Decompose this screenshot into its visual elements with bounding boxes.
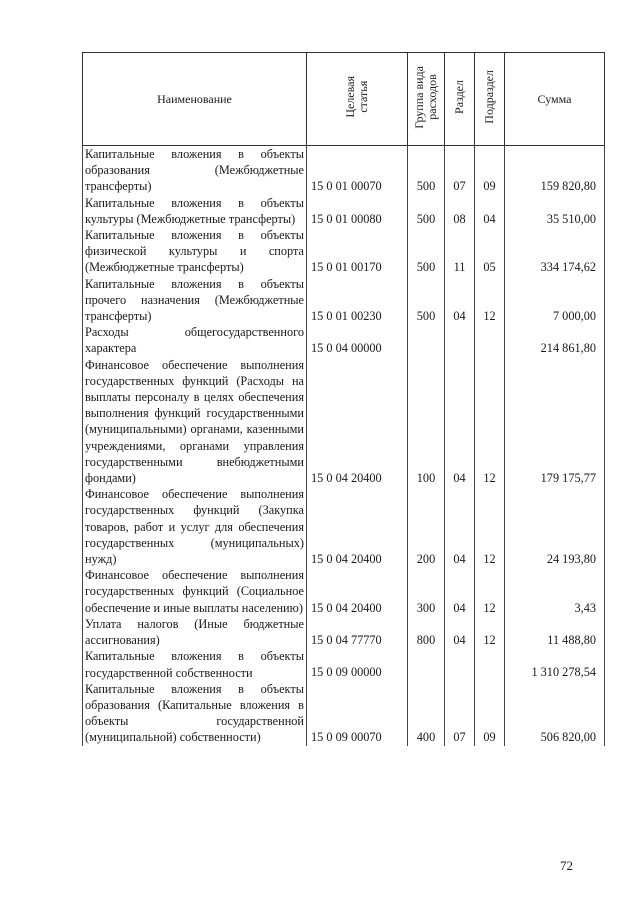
row-group: 500 bbox=[408, 276, 445, 325]
table-row bbox=[83, 195, 605, 227]
row-subsection: 09 bbox=[475, 681, 505, 746]
row-section: 08 bbox=[445, 195, 475, 227]
budget-table bbox=[82, 52, 605, 746]
row-article: 15 0 09 00000 bbox=[307, 648, 408, 680]
row-sum: 334 174,62 bbox=[505, 227, 605, 276]
table-row bbox=[83, 648, 605, 680]
row-name: Уплата налогов (Иные бюджетные ассигнования) bbox=[83, 616, 307, 648]
row-article: 15 0 04 20400 bbox=[307, 486, 408, 567]
row-subsection: 05 bbox=[475, 227, 505, 276]
row-section: 07 bbox=[445, 681, 475, 746]
row-article: 15 0 09 00070 bbox=[307, 681, 408, 746]
header-subsection: Подраздел bbox=[475, 53, 505, 146]
header-name: Наименование bbox=[83, 53, 307, 146]
row-group: 300 bbox=[408, 567, 445, 616]
row-sum: 159 820,80 bbox=[505, 146, 605, 195]
table-row bbox=[83, 616, 605, 648]
row-subsection: 09 bbox=[475, 146, 505, 195]
row-sum: 24 193,80 bbox=[505, 486, 605, 567]
row-group: 200 bbox=[408, 486, 445, 567]
header-group: Группа вида расходов bbox=[408, 53, 445, 146]
table-row bbox=[83, 324, 605, 356]
row-section: 04 bbox=[445, 616, 475, 648]
row-sum: 3,43 bbox=[505, 567, 605, 616]
table-row bbox=[83, 357, 605, 487]
row-name: Капитальные вложения в объекты прочего назначения (Межбюджетные трансферты) bbox=[83, 276, 307, 325]
row-subsection bbox=[475, 648, 505, 680]
row-name: Финансовое обеспечение выполнения государственных функций (Расходы на выплаты персоналу в целях обеспечения выполнения функций государственными (муниципальными) органами, казенными учреждениями, органами управления государственными внебюджетными фондами) bbox=[83, 357, 307, 487]
row-article: 15 0 04 77770 bbox=[307, 616, 408, 648]
table-row bbox=[83, 681, 605, 746]
table-row bbox=[83, 486, 605, 567]
row-name: Капитальные вложения в объекты образования (Капитальные вложения в объекты государственной (муниципальной) собственности) bbox=[83, 681, 307, 746]
header-sum: Сумма bbox=[505, 53, 605, 146]
row-article: 15 0 01 00170 bbox=[307, 227, 408, 276]
row-sum: 506 820,00 bbox=[505, 681, 605, 746]
row-group bbox=[408, 324, 445, 356]
row-subsection: 12 bbox=[475, 567, 505, 616]
row-name: Финансовое обеспечение выполнения государственных функций (Закупка товаров, работ и услуг для обеспечения государственных (муниципальных) нужд) bbox=[83, 486, 307, 567]
row-section: 04 bbox=[445, 567, 475, 616]
row-subsection: 12 bbox=[475, 486, 505, 567]
row-group: 500 bbox=[408, 146, 445, 195]
row-subsection: 12 bbox=[475, 616, 505, 648]
row-section bbox=[445, 324, 475, 356]
table-row bbox=[83, 567, 605, 616]
row-article: 15 0 01 00080 bbox=[307, 195, 408, 227]
row-sum: 214 861,80 bbox=[505, 324, 605, 356]
row-section: 04 bbox=[445, 357, 475, 487]
row-article: 15 0 01 00070 bbox=[307, 146, 408, 195]
row-section bbox=[445, 648, 475, 680]
row-name: Капитальные вложения в объекты образования (Межбюджетные трансферты) bbox=[83, 146, 307, 195]
row-name: Капитальные вложения в объекты культуры (Межбюджетные трансферты) bbox=[83, 195, 307, 227]
row-group: 500 bbox=[408, 195, 445, 227]
row-group: 100 bbox=[408, 357, 445, 487]
row-sum: 11 488,80 bbox=[505, 616, 605, 648]
header-article: Целевая статья bbox=[307, 53, 408, 146]
table-row bbox=[83, 227, 605, 276]
row-article: 15 0 01 00230 bbox=[307, 276, 408, 325]
row-section: 11 bbox=[445, 227, 475, 276]
table-row bbox=[83, 146, 605, 195]
row-subsection: 04 bbox=[475, 195, 505, 227]
row-group: 500 bbox=[408, 227, 445, 276]
table-row bbox=[83, 276, 605, 325]
row-sum: 7 000,00 bbox=[505, 276, 605, 325]
row-subsection bbox=[475, 324, 505, 356]
row-section: 07 bbox=[445, 146, 475, 195]
row-name: Расходы общегосударственного характера bbox=[83, 324, 307, 356]
row-section: 04 bbox=[445, 486, 475, 567]
row-article: 15 0 04 00000 bbox=[307, 324, 408, 356]
row-subsection: 12 bbox=[475, 276, 505, 325]
row-name: Капитальные вложения в объекты государственной собственности bbox=[83, 648, 307, 680]
row-sum: 1 310 278,54 bbox=[505, 648, 605, 680]
row-name: Финансовое обеспечение выполнения государственных функций (Социальное обеспечение и иные выплаты населению) bbox=[83, 567, 307, 616]
row-group: 800 bbox=[408, 616, 445, 648]
page-number: 72 bbox=[560, 858, 573, 873]
header-section: Раздел bbox=[445, 53, 475, 146]
row-article: 15 0 04 20400 bbox=[307, 567, 408, 616]
row-sum: 179 175,77 bbox=[505, 357, 605, 487]
row-name: Капитальные вложения в объекты физической культуры и спорта (Межбюджетные трансферты) bbox=[83, 227, 307, 276]
row-group: 400 bbox=[408, 681, 445, 746]
row-subsection: 12 bbox=[475, 357, 505, 487]
row-sum: 35 510,00 bbox=[505, 195, 605, 227]
row-article: 15 0 04 20400 bbox=[307, 357, 408, 487]
row-group bbox=[408, 648, 445, 680]
row-section: 04 bbox=[445, 276, 475, 325]
table-header-row bbox=[83, 53, 605, 146]
